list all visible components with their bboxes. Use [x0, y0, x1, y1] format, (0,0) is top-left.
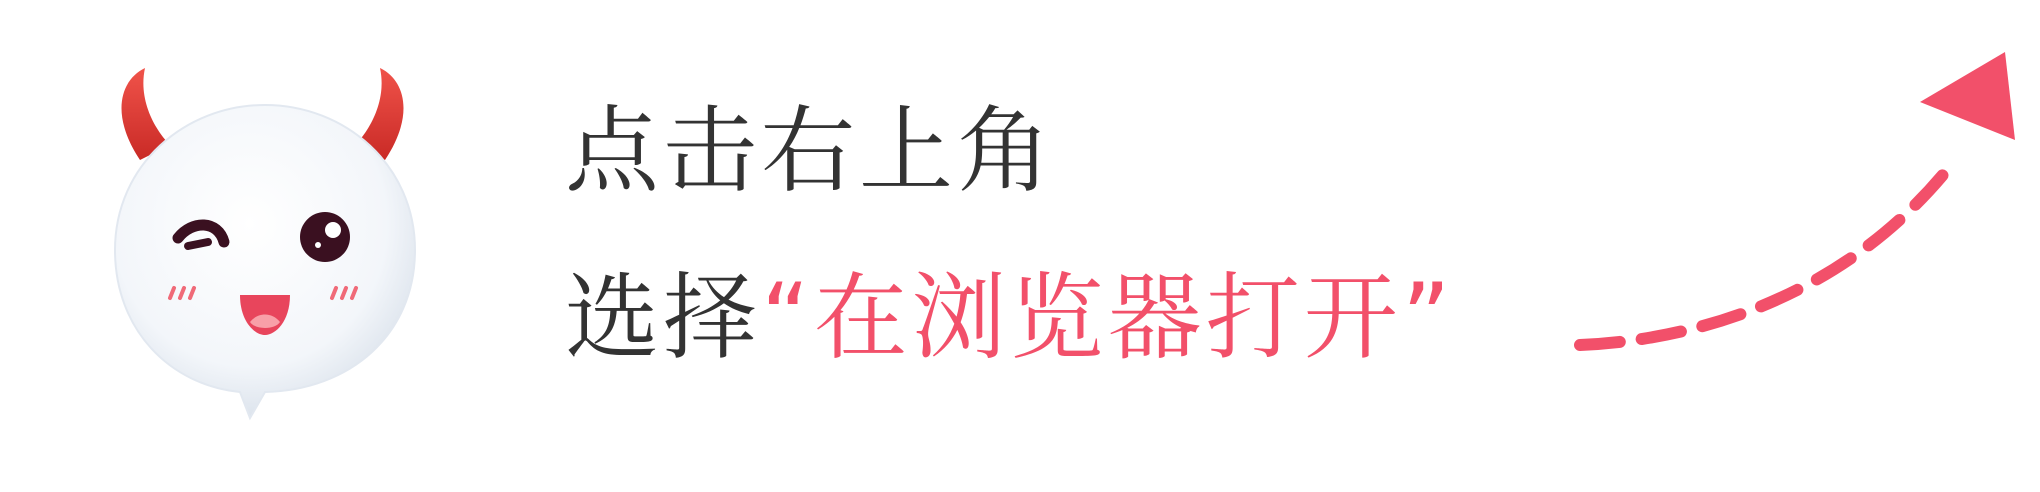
- devil-mascot-icon: [100, 60, 430, 440]
- instruction-prefix: 选择: [565, 264, 762, 373]
- arrow-dashed-line: [1580, 160, 1955, 345]
- curved-dashed-arrow-icon: [1560, 40, 2030, 370]
- arrow-head: [1920, 52, 2015, 140]
- mascot-head: [115, 105, 415, 418]
- instruction-line-1: 点击右上角: [565, 97, 1056, 206]
- instructions: [565, 97, 1565, 373]
- open-in-browser-highlight: “在浏览器打开”: [761, 264, 1455, 373]
- open-eye: [300, 212, 350, 262]
- instruction-line-2: [565, 264, 1565, 373]
